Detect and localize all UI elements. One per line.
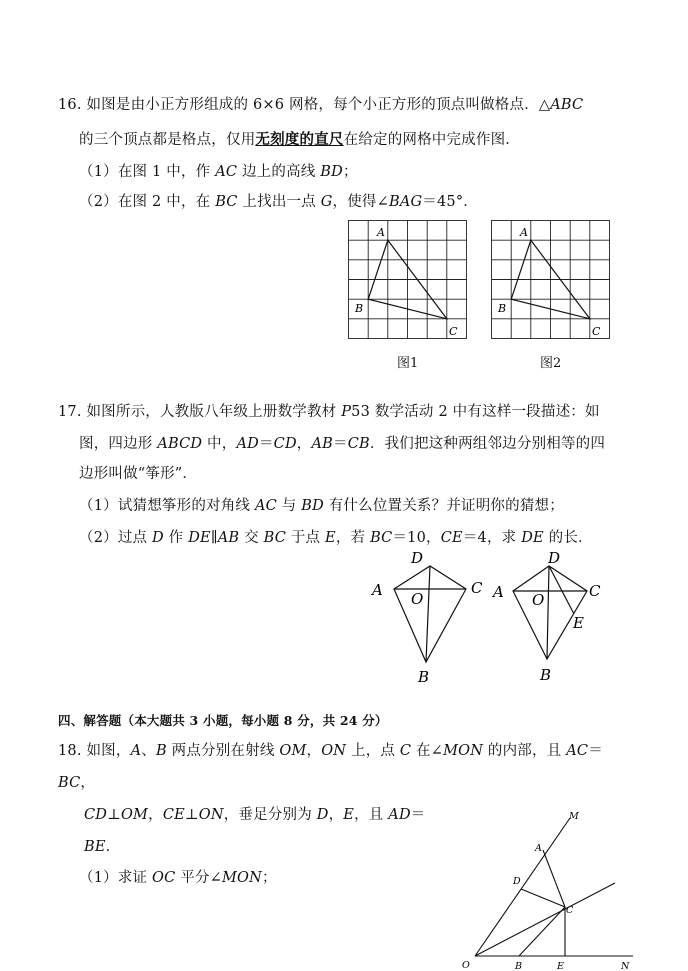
label-b: B xyxy=(498,302,507,315)
segment-cd xyxy=(521,889,565,907)
label-a: A xyxy=(493,583,504,601)
diagonal-bd-1 xyxy=(426,566,430,662)
ray-om xyxy=(475,818,570,956)
q17-line3: 边形叫做“筝形”． xyxy=(79,466,198,482)
label-a: A xyxy=(535,843,542,854)
kite-2 xyxy=(513,566,587,659)
section-4-title: 四、解答题（本大题共 3 小题，每小题 8 分，共 24 分） xyxy=(58,713,388,728)
q18-figure xyxy=(455,806,655,971)
q17-part1: （1）试猜想筝形的对角线 AC 与 BD 有什么位置关系？并证明你的猜想； xyxy=(79,498,564,514)
label-b: B xyxy=(418,668,430,686)
label-c: C xyxy=(566,905,574,916)
label-c: C xyxy=(589,582,601,600)
q18-line2: BC， xyxy=(58,775,96,791)
q16-figure-2 xyxy=(491,220,611,342)
q17-line2: 图，四边形 ABCD 中，AD＝CD，AB＝CB．我们把这种两组邻边分别相等的四 xyxy=(79,436,606,452)
segment-ac xyxy=(543,850,565,907)
label-o: O xyxy=(532,591,545,609)
q18-line1: 18. 如图，A、B 两点分别在射线 OM，ON 上，点 C 在∠MON 的内部，且 AC＝ xyxy=(58,743,603,759)
label-o: O xyxy=(411,590,424,608)
ray-oc xyxy=(475,883,615,956)
q16-caption-1: 图1 xyxy=(397,356,419,371)
label-n: N xyxy=(621,961,630,971)
segment-de xyxy=(549,566,574,614)
q16-part1: （1）在图 1 中，作 AC 边上的高线 BD； xyxy=(79,164,358,180)
label-m: M xyxy=(569,811,579,822)
label-d: D xyxy=(548,549,561,567)
label-d: D xyxy=(513,876,521,887)
q16-figure-1 xyxy=(348,220,468,342)
q16-part2: （2）在图 2 中，在 BC 上找出一点 G，使得∠BAG＝45°． xyxy=(79,194,478,210)
label-c: C xyxy=(449,325,458,338)
q17-kite-figure-2 xyxy=(490,546,620,686)
label-d: D xyxy=(411,549,424,567)
label-a: A xyxy=(377,226,385,239)
label-a: A xyxy=(372,581,383,599)
label-a: A xyxy=(520,226,528,239)
q16-emphasis: 无刻度的直尺 xyxy=(255,131,344,148)
label-o: O xyxy=(462,960,470,971)
label-c: C xyxy=(471,579,483,597)
q16-line2: 的三个顶点都是格点，仅用无刻度的直尺在给定的网格中完成作图． xyxy=(79,131,521,148)
q16-caption-2: 图2 xyxy=(540,356,562,371)
q18-line4: BE． xyxy=(84,839,121,855)
label-e: E xyxy=(557,961,564,971)
q17-kite-figure-1 xyxy=(368,546,498,686)
q18-part1: （1）求证 OC 平分∠MON； xyxy=(79,870,277,886)
q17-line1: 17. 如图所示，人教版八年级上册数学教材 P53 数学活动 2 中有这样一段描述：如 xyxy=(58,404,600,420)
q17-number: 17. xyxy=(58,404,82,420)
q18-line3: CD⊥OM，CE⊥ON，垂足分别为 D，E，且 AD＝ xyxy=(84,807,426,823)
label-e: E xyxy=(573,614,584,632)
q16-number: 16. xyxy=(58,97,82,113)
label-c: C xyxy=(592,325,601,338)
q16-line1: 16. 如图是由小正方形组成的 6×6 网格，每个小正方形的顶点叫做格点．△ABC xyxy=(58,97,584,113)
diagonal-bd-2 xyxy=(547,566,549,659)
q18-number: 18. xyxy=(58,743,82,759)
label-b: B xyxy=(540,666,552,684)
label-b: B xyxy=(515,961,522,971)
q17-part2: （2）过点 D 作 DE∥AB 交 BC 于点 E，若 BC＝10，CE＝4，求 DE 的长． xyxy=(79,530,593,546)
segment-bc xyxy=(519,907,565,956)
label-b: B xyxy=(355,302,364,315)
